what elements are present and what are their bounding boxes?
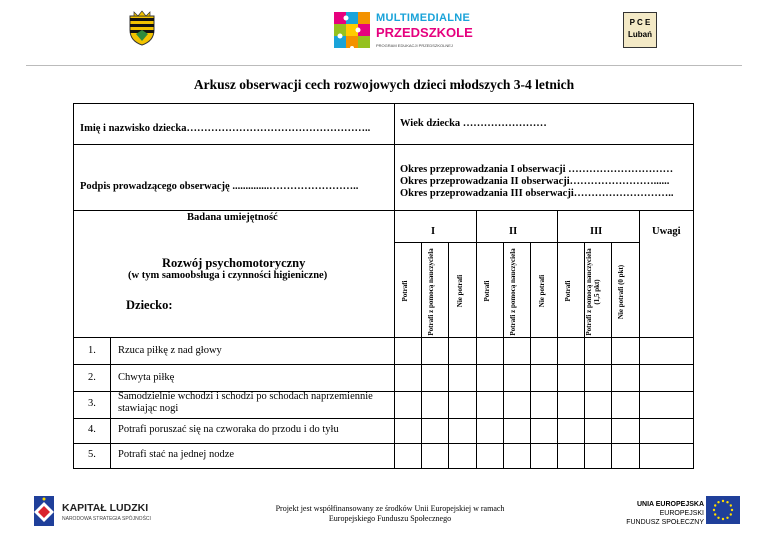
remarks-header: Uwagi xyxy=(652,226,681,237)
item-number-1: 1. xyxy=(88,345,96,356)
table-line xyxy=(394,242,639,243)
obs2-cannot-header: Nie potrafi xyxy=(538,274,546,308)
child-label: Dziecko: xyxy=(126,298,173,312)
eu-line-2: EUROPEJSKI xyxy=(659,510,704,517)
table-line xyxy=(503,242,504,469)
observation-header-2: II xyxy=(509,226,518,237)
brand-tagline: PROGRAM EDUKACJI PRZEDSZKOLNEJ xyxy=(376,43,453,48)
table-line xyxy=(394,210,395,469)
eu-flag-icon xyxy=(706,496,740,524)
item-text-4: Potrafi poruszać się na czworaka do przodu i do tyłu xyxy=(118,424,339,435)
pce-line-1: P C E xyxy=(629,18,651,27)
child-name-field[interactable]: Imię i nazwisko dziecka…………………………………………….. xyxy=(80,123,371,134)
obs2-can-header: Potrafi xyxy=(483,280,491,302)
table-line xyxy=(110,337,111,469)
header-divider xyxy=(26,65,742,66)
pce-logo xyxy=(623,12,657,48)
table-line xyxy=(557,210,558,469)
table-line xyxy=(476,210,477,469)
table-line xyxy=(448,242,449,469)
observation-period-3[interactable]: Okres przeprowadzania III obserwacji……………………….. xyxy=(400,188,674,199)
skill-header: Badana umiejętność xyxy=(187,212,278,223)
multimedialne-przedszkole-logo xyxy=(332,10,473,54)
table-line xyxy=(73,103,74,469)
item-text-3: Samodzielnie wchodzi i schodzi po schodach naprzemiennie stawiając nogi xyxy=(118,391,373,414)
eu-text xyxy=(602,500,704,527)
item-number-5: 5. xyxy=(88,449,96,460)
table-line xyxy=(73,468,694,469)
table-line xyxy=(639,210,640,469)
eu-line-3: FUNDUSZ SPOŁECZNY xyxy=(626,519,704,526)
kapital-ludzki-icon xyxy=(32,494,56,528)
item-text-2: Chwyta piłkę xyxy=(118,372,175,383)
obs3-cannot-header: Nie potrafi (0 pkt) xyxy=(617,264,625,320)
section-title: Rozwój psychomotoryczny xyxy=(162,256,306,270)
brand-line-1: MULTIMEDIALNE xyxy=(376,12,471,24)
coat-of-arms-icon xyxy=(128,10,156,46)
obs2-with-help-header: Potrafi z pomocą nauczyciela xyxy=(509,248,517,336)
brand-line-2: PRZEDSZKOLE xyxy=(376,25,473,40)
item-number-4: 4. xyxy=(88,424,96,435)
kl-subtitle: NARODOWA STRATEGIA SPÓJNOŚCI xyxy=(62,516,151,522)
page-title: Arkusz obserwacji cech rozwojowych dzieci młodszych 3-4 letnich xyxy=(193,77,575,92)
pce-line-2: Lubań xyxy=(628,30,652,39)
observation-period-1[interactable]: Okres przeprowadzania I obserwacji ………………………… xyxy=(400,164,674,175)
puzzle-icon xyxy=(332,10,372,54)
table-line xyxy=(421,242,422,469)
table-line xyxy=(73,210,694,211)
observation-period-2[interactable]: Okres przeprowadzania II obserwacji……………………...... xyxy=(400,176,670,187)
obs1-with-help-header: Potrafi z pomocą nauczyciela xyxy=(427,248,435,336)
eu-line-1: UNIA EUROPEJSKA xyxy=(636,501,704,508)
kapital-ludzki-logo xyxy=(32,494,152,534)
table-line xyxy=(693,103,694,469)
table-line xyxy=(394,103,395,210)
observation-header-3: III xyxy=(590,226,603,237)
obs1-can-header: Potrafi xyxy=(401,280,409,302)
table-line xyxy=(530,242,531,469)
item-number-2: 2. xyxy=(88,372,96,383)
obs1-cannot-header: Nie potrafi xyxy=(456,274,464,308)
item-text-5: Potrafi stać na jednej nodze xyxy=(118,449,235,460)
observer-signature-field[interactable]: Podpis prowadzącego obserwację ..............…………………….. xyxy=(80,181,359,192)
obs3-can-header: Potrafi xyxy=(564,280,572,302)
item-number-3: 3. xyxy=(88,398,96,409)
table-line xyxy=(73,144,694,145)
table-line xyxy=(611,242,612,469)
project-note: Projekt jest współfinansowany ze środków Unii Europejskiej w ramach Europejskiego Funduszu Społecznego xyxy=(275,504,505,523)
obs3-with-help-header: Potrafi z pomocą nauczyciela (1,5 pkt) xyxy=(585,248,601,336)
item-text-1: Rzuca piłkę z nad głowy xyxy=(118,345,222,356)
table-line xyxy=(73,103,694,104)
observation-header-1: I xyxy=(431,226,436,237)
table-line xyxy=(73,418,694,419)
child-age-field[interactable]: Wiek dziecka …………………… xyxy=(400,118,547,129)
table-line xyxy=(73,443,694,444)
table-line xyxy=(73,364,694,365)
kl-title: KAPITAŁ LUDZKI xyxy=(62,502,149,514)
section-subtitle: (w tym samoobsługa i czynności higieniczne) xyxy=(128,270,328,281)
